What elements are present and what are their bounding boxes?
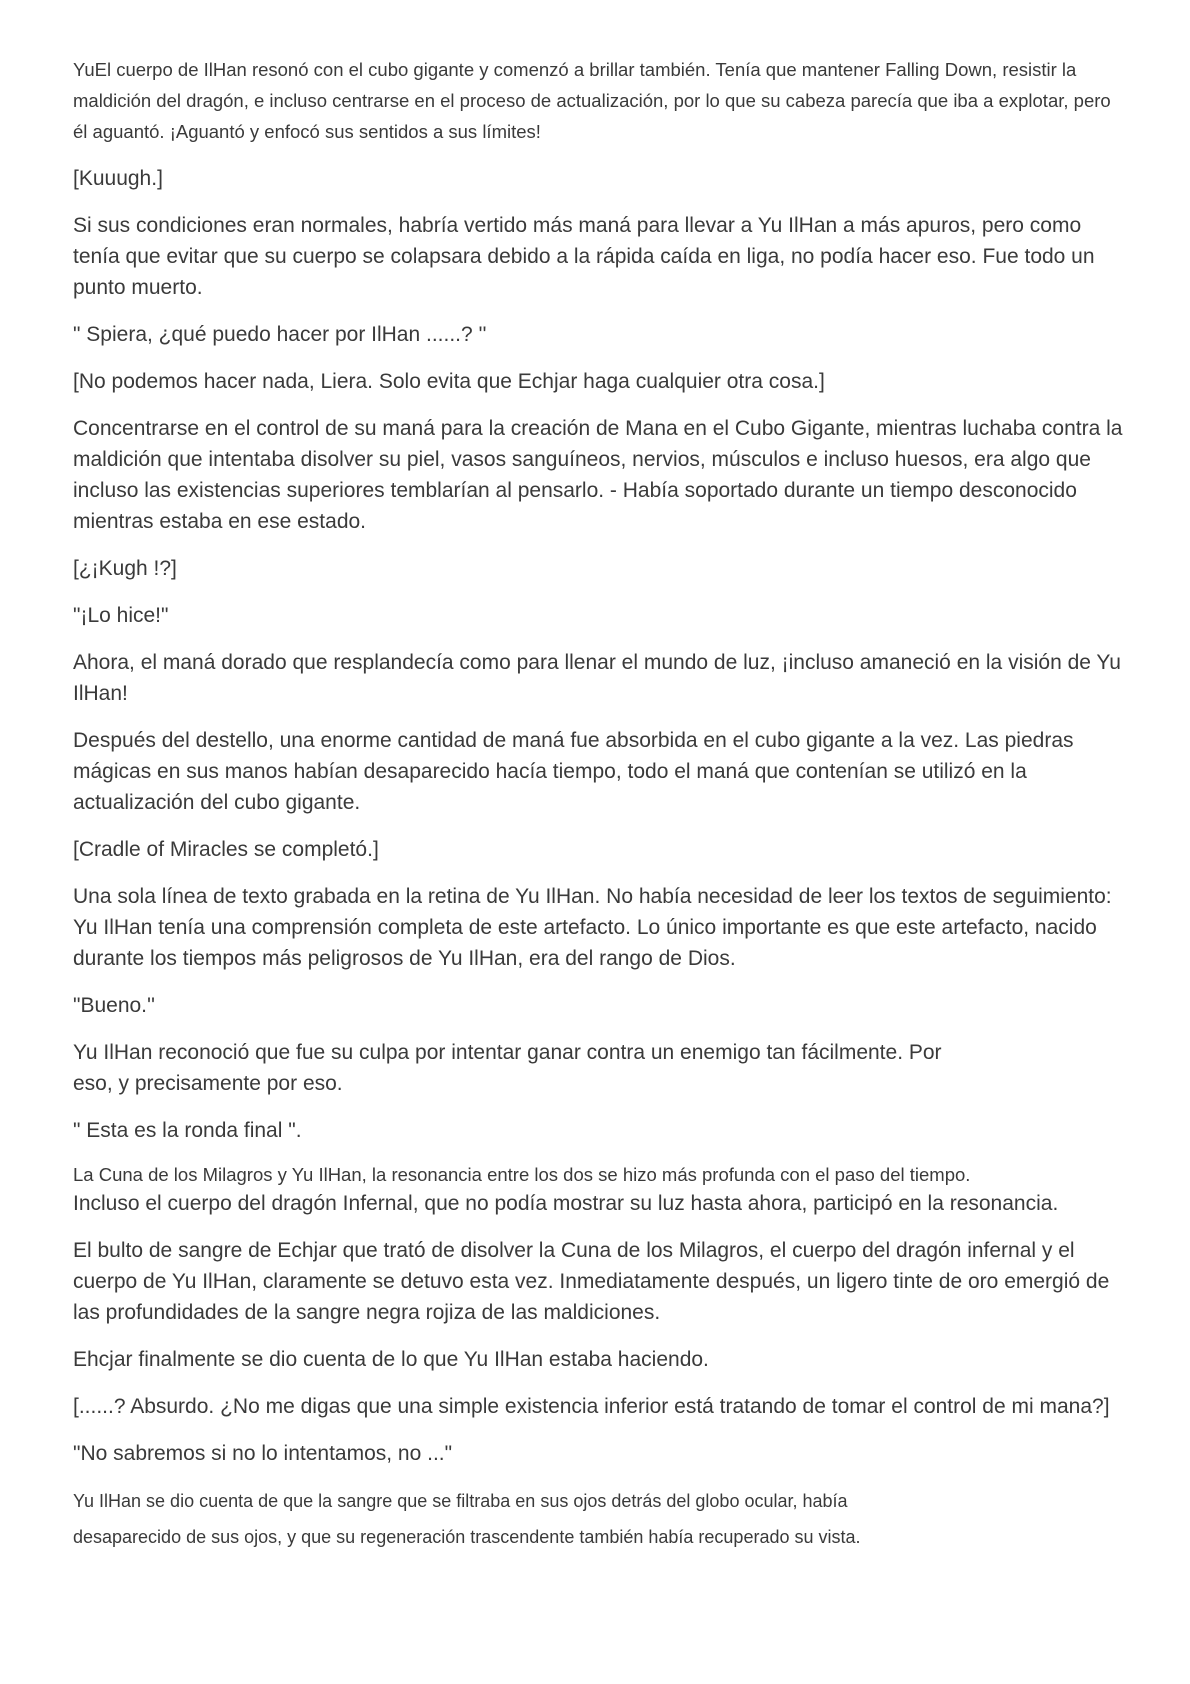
paragraph-22-line-2: desaparecido de sus ojos, y que su regeneración trascendente también había recuperado su vista. xyxy=(73,1527,861,1547)
paragraph-8: "¡Lo hice!" xyxy=(73,604,169,627)
paragraph-14-line-2: eso, y precisamente por eso. xyxy=(73,1072,343,1095)
paragraph-17: Incluso el cuerpo del dragón Infernal, que no podía mostrar su luz hasta ahora, participó en la resonancia. xyxy=(73,1192,1059,1215)
paragraph-1: YuEl cuerpo de IlHan resonó con el cubo gigante y comenzó a brillar también. Tenía que mantener Falling Down, resistir la maldición del dragón, e incluso centrarse en el proceso de actualización, por lo que su cabeza parecía que iba a explotar, pero él aguantó. ¡Aguantó y enfocó sus sentidos a sus límites! xyxy=(73,59,1111,142)
paragraph-18: El bulto de sangre de Echjar que trató de disolver la Cuna de los Milagros, el cuerpo del dragón infernal y el cuerpo de Yu IlHan, claramente se detuvo esta vez. Inmediatamente después, un ligero tinte de oro emergió de las profundidades de la sangre negra rojiza de las maldiciones. xyxy=(73,1239,1110,1324)
paragraph-13: "Bueno.'' xyxy=(73,994,156,1017)
paragraph-4: " Spiera, ¿qué puedo hacer por IlHan ......? '' xyxy=(73,323,487,346)
paragraph-21: "No sabremos si no lo intentamos, no ..." xyxy=(73,1442,453,1465)
paragraph-11: [Cradle of Miracles se completó.] xyxy=(73,838,379,861)
paragraph-22-line-1: Yu IlHan se dio cuenta de que la sangre que se filtraba en sus ojos detrás del globo ocular, había xyxy=(73,1491,848,1511)
document-page xyxy=(73,54,1123,1555)
paragraph-9: Ahora, el maná dorado que resplandecía como para llenar el mundo de luz, ¡incluso amaneció en la visión de Yu IlHan! xyxy=(73,651,1121,705)
paragraph-20: [......? Absurdo. ¿No me digas que una simple existencia inferior está tratando de tomar el control de mi mana?] xyxy=(73,1395,1110,1418)
paragraph-14-line-1: Yu IlHan reconoció que fue su culpa por intentar ganar contra un enemigo tan fácilmente. Por xyxy=(73,1041,942,1064)
paragraph-5: [No podemos hacer nada, Liera. Solo evita que Echjar haga cualquier otra cosa.] xyxy=(73,370,825,393)
paragraph-12: Una sola línea de texto grabada en la retina de Yu IlHan. No había necesidad de leer los textos de seguimiento: Yu IlHan tenía una comprensión completa de este artefacto. Lo único importante es que este artefacto, nacido durante los tiempos más peligrosos de Yu IlHan, era del rango de Dios. xyxy=(73,885,1112,970)
paragraph-7: [¿¡Kugh !?] xyxy=(73,557,177,580)
paragraph-19: Ehcjar finalmente se dio cuenta de lo que Yu IlHan estaba haciendo. xyxy=(73,1348,709,1371)
paragraph-6: Concentrarse en el control de su maná para la creación de Mana en el Cubo Gigante, mientras luchaba contra la maldición que intentaba disolver su piel, vasos sanguíneos, nervios, músculos e incluso huesos, era algo que incluso las existencias superiores temblarían al pensarlo. - Había soportado durante un tiempo desconocido mientras estaba en ese estado. xyxy=(73,417,1123,533)
paragraph-3: Si sus condiciones eran normales, habría vertido más maná para llevar a Yu IlHan a más apuros, pero como tenía que evitar que su cuerpo se colapsara debido a la rápida caída en liga, no podía hacer eso. Fue todo un punto muerto. xyxy=(73,214,1095,299)
paragraph-16: La Cuna de los Milagros y Yu IlHan, la resonancia entre los dos se hizo más profunda con el paso del tiempo. xyxy=(73,1164,971,1185)
paragraph-2: [Kuuugh.] xyxy=(73,167,163,190)
paragraph-10: Después del destello, una enorme cantidad de maná fue absorbida en el cubo gigante a la vez. Las piedras mágicas en sus manos habían desaparecido hacía tiempo, todo el maná que contenían se utilizó en la actualización del cubo gigante. xyxy=(73,729,1074,814)
paragraph-15: " Esta es la ronda final ". xyxy=(73,1119,302,1142)
